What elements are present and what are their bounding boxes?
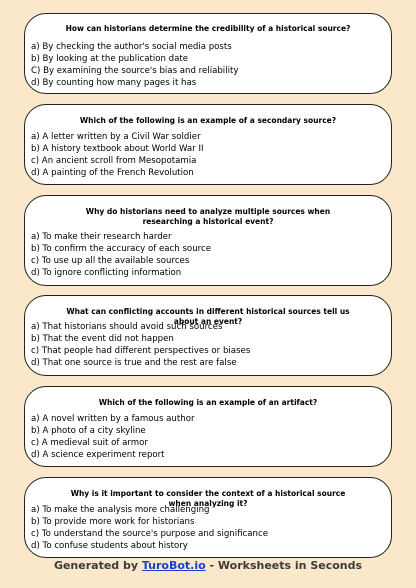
- question-card: [24, 195, 392, 286]
- option: a) To make the analysis more challenging: [31, 505, 210, 515]
- option: c) An ancient scroll from Mesopotamia: [31, 156, 197, 166]
- option-list: [31, 413, 385, 461]
- option-list: [31, 41, 385, 89]
- question-text: What can conflicting accounts in different historical sources tell us about an event?: [66, 307, 350, 326]
- option: d) That one source is true and the rest are false: [31, 358, 237, 368]
- footer-prefix: Generated by: [53, 559, 142, 572]
- option: d) To ignore conflicting information: [31, 268, 182, 278]
- question-card: [24, 13, 392, 94]
- option: c) That people had different perspectives or biases: [31, 346, 251, 356]
- question-text: Which of the following is an example of a secondary source?: [79, 116, 337, 125]
- footer-suffix: - Worksheets in Seconds: [205, 559, 363, 572]
- option: c) A medieval suit of armor: [31, 438, 148, 448]
- option: d) A painting of the French Revolution: [31, 168, 194, 178]
- question-text: How can historians determine the credibility of a historical source?: [65, 24, 351, 33]
- question-text: Why do historians need to analyze multiple sources when researching a historical event?: [85, 207, 331, 226]
- option: b) That the event did not happen: [31, 334, 174, 344]
- option: b) By looking at the publication date: [31, 54, 189, 64]
- question-card: [24, 295, 392, 376]
- turobot-link[interactable]: TuroBot.io: [141, 559, 206, 572]
- option: b) A history textbook about World War II: [31, 144, 204, 154]
- option: c) To use up all the available sources: [31, 256, 190, 266]
- option-list: [31, 504, 385, 552]
- option: d) By counting how many pages it has: [31, 78, 197, 88]
- option: d) A science experiment report: [31, 450, 165, 460]
- question-card: [24, 104, 392, 185]
- option-list: [31, 131, 385, 179]
- option: a) That historians should avoid such sources: [31, 322, 223, 332]
- option: b) To confirm the accuracy of each source: [31, 244, 211, 254]
- option: a) By checking the author's social media posts: [31, 42, 232, 52]
- option: b) A photo of a city skyline: [31, 426, 146, 436]
- option: c) To understand the source's purpose and significance: [31, 529, 269, 539]
- option: b) To provide more work for historians: [31, 517, 195, 527]
- option: a) A novel written by a famous author: [31, 414, 195, 424]
- option: a) To make their research harder: [31, 232, 172, 242]
- question-card: [24, 477, 392, 558]
- question-text: Which of the following is an example of an artifact?: [98, 398, 318, 407]
- option-list: [31, 321, 385, 369]
- question-card: [24, 386, 392, 467]
- option-list: [31, 231, 385, 279]
- option: a) A letter written by a Civil War soldier: [31, 132, 201, 142]
- option: d) To confuse students about history: [31, 541, 188, 551]
- question-text: Why is it important to consider the context of a historical source when analyzing it?: [70, 489, 346, 508]
- option: C) By examining the source's bias and reliability: [31, 66, 239, 76]
- footer: [0, 559, 416, 572]
